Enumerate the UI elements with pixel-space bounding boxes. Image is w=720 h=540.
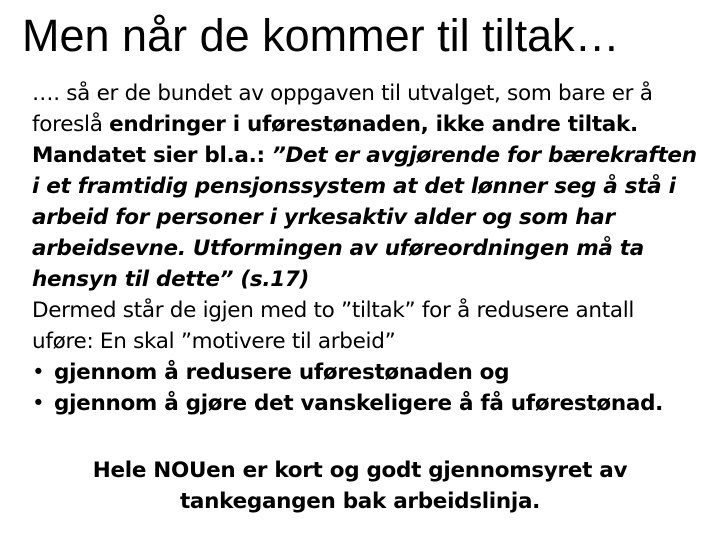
bullet-text: gjennom å redusere uførestønaden og	[54, 360, 510, 385]
intro-text-plain: foreslå	[32, 112, 110, 137]
conclusion	[40, 455, 680, 517]
mandate-line-1	[32, 140, 712, 171]
intro-text-bold: endringer i uførestønaden, ikke andre tiltak.	[109, 112, 638, 137]
bullet-item	[32, 388, 712, 419]
mandate-quote-start: ”Det er avgjørende for bærekraften	[271, 143, 697, 168]
intro-line-2	[32, 109, 712, 140]
mandate-line-5: hensyn til dette” (s.17)	[32, 267, 310, 292]
intro-line-1	[32, 78, 712, 109]
mandate-label: Mandatet sier bl.a.:	[32, 143, 272, 168]
bullet-icon: •	[32, 391, 45, 416]
conclusion-line-1: Hele NOUen er kort og godt gjennomsyret av	[92, 458, 628, 483]
conclusion-line-2: tankegangen bak arbeidslinja.	[179, 489, 541, 514]
bullet-text: gjennom å gjøre det vanskeligere å få uførestønad.	[54, 391, 664, 416]
slide-body	[32, 78, 712, 419]
mandate-line-2: i et framtidig pensjonssystem at det lønner seg å stå i	[32, 174, 676, 199]
intro-text: …. så er de bundet av oppgaven til utvalget, som bare er å	[32, 81, 653, 106]
bullet-icon: •	[32, 360, 45, 385]
mandate-line-3: arbeid for personer i yrkesaktiv alder og som har	[32, 205, 615, 230]
measures-line-2: uføre: En skal ”motivere til arbeid”	[32, 329, 396, 354]
mandate-line-4: arbeidsevne. Utformingen av uføreordningen må ta	[32, 236, 644, 261]
slide-title: Men når de kommer til tiltak…	[22, 10, 620, 61]
measures-line-1: Dermed står de igjen med to ”tiltak” for å redusere antall	[32, 298, 635, 323]
bullet-item	[32, 357, 712, 388]
